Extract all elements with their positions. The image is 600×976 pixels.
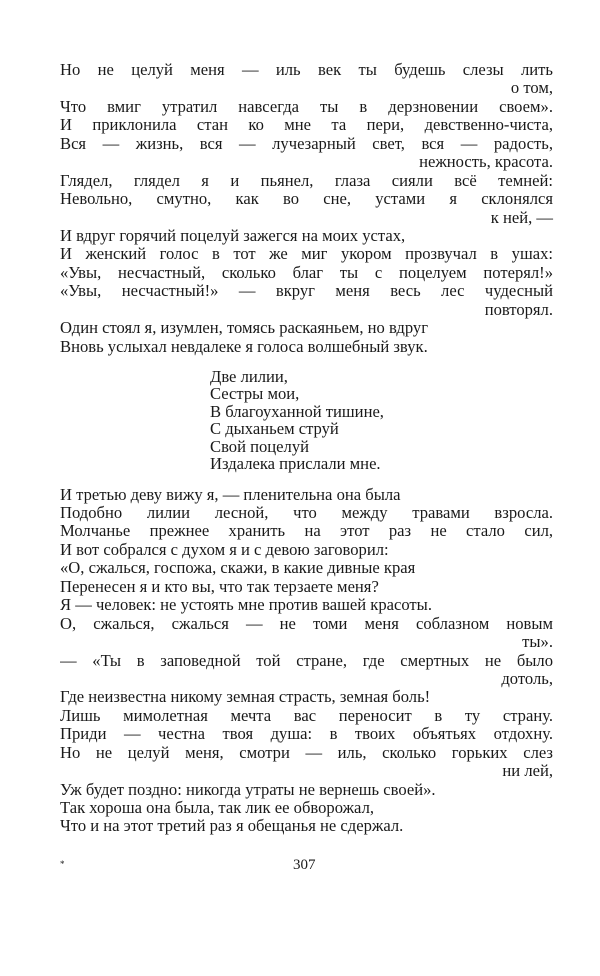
verse-line: Уж будет поздно: никогда утраты не вернешь своей». [60, 779, 436, 799]
verse-line: ты». [522, 632, 553, 652]
verse-line: к ней, — [490, 207, 553, 227]
verse-block-2 [60, 486, 553, 836]
song-stanza [210, 368, 553, 474]
verse-line: Невольно, смутно, как во сне, устами я склонялся [60, 190, 553, 209]
verse-line: «О, сжалься, госпожа, скажи, в какие дивные края [60, 558, 416, 578]
verse-line: дотоль, [501, 668, 553, 688]
verse-line: ни лей, [502, 761, 553, 781]
verse-line: Молчанье прежнее хранить на этот раз не стало сил, [60, 522, 553, 541]
signature-mark: * [60, 859, 65, 869]
verse-line: Издалека прислали мне. [210, 454, 381, 474]
verse-line: О, сжалься, сжалься — не томи меня соблазном новым [60, 614, 553, 633]
verse-line: И вдруг горячий поцелуй зажегся на моих устах, [60, 225, 406, 245]
verse-line: Две лилии, [210, 366, 288, 386]
verse-line: И третью деву вижу я, — пленительна она была [60, 484, 401, 504]
verse-line: И вот собрался с духом я и с девою заговорил: [60, 539, 389, 559]
verse-line: Вся — жизнь, вся — лучезарный свет, вся — радость, [60, 134, 553, 153]
verse-line: И женский голос в тот же миг укором прозвучал в ушах: [60, 245, 553, 264]
verse-block-1 [60, 61, 553, 356]
verse-line: Но не целуй меня, смотри — иль, сколько горьких слез [60, 743, 553, 762]
verse-line: Подобно лилии лесной, что между травами взросла. [60, 504, 553, 522]
verse-line: Сестры мои, [210, 384, 300, 404]
verse-line: Что и на этот третий раз я обещанья не сдержал. [60, 816, 404, 836]
verse-line: Один стоял я, изумлен, томясь раскаяньем, но вдруг [60, 318, 429, 338]
verse-line: Что вмиг утратил навсегда ты в дерзновении своем». [60, 97, 553, 116]
verse-line: Лишь мимолетная мечта вас переносит в ту страну. [60, 706, 553, 725]
verse-line: Вновь услыхал невдалеке я голоса волшебный звук. [60, 336, 428, 356]
verse-line: И приклонила стан ко мне та пери, девственно-чиста, [60, 116, 553, 135]
verse-line: Я — человек: не устоять мне против вашей красоты. [60, 595, 432, 615]
poem-text [60, 61, 553, 836]
verse-line: о том, [510, 78, 553, 98]
verse-line: Глядел, глядел я и пьянел, глаза сияли всё темней: [60, 171, 553, 190]
page-number: 307 [293, 857, 316, 873]
verse-line: повторял. [484, 299, 553, 319]
verse-line: «Увы, несчастный!» — вкруг меня весь лес чудесный [60, 282, 553, 301]
verse-line: Свой поцелуй [210, 436, 309, 456]
verse-line: Так хороша она была, так лик ее обворожал, [60, 798, 374, 817]
verse-line: Где неизвестна никому земная страсть, земная боль! [60, 687, 431, 707]
verse-line: «Увы, несчастный, сколько благ ты с поцелуем потерял!» [60, 263, 553, 282]
verse-line: — «Ты в заповедной той стране, где смертных не было [60, 651, 553, 670]
verse-line: С дыханьем струй [210, 419, 339, 439]
verse-line: В благоуханной тишине, [210, 401, 384, 421]
verse-line: нежность, красота. [419, 152, 553, 172]
verse-line: Приди — честна твоя душа: в твоих объятьях отдохну. [60, 725, 553, 744]
verse-line: Но не целуй меня — иль век ты будешь слезы лить [60, 61, 553, 79]
verse-line: Перенесен я и кто вы, что так терзаете меня? [60, 576, 379, 596]
page-footer [0, 857, 600, 877]
